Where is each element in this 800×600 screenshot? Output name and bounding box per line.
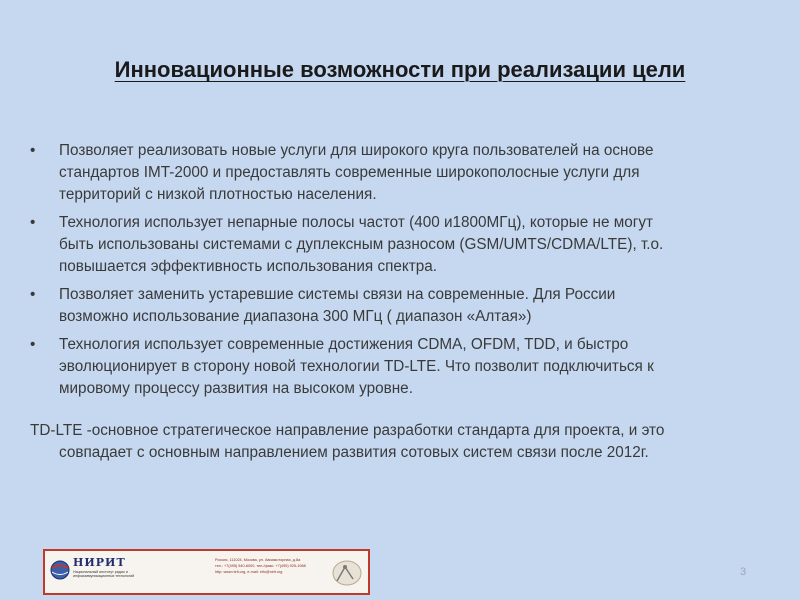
logo-wordmark: НИРИТ xyxy=(73,556,126,569)
summary-paragraph xyxy=(30,420,775,464)
bullet-line: стандартов IMT-2000 и предоставлять современные широкополосные услуги для xyxy=(59,164,640,181)
contact-line: тел.: +7(495) 540-6000, тел./факс: +7(495) 925-1988 xyxy=(215,564,306,568)
logo-subtitle: Национальный институт радио и инфокоммуникационных технологий xyxy=(73,570,135,579)
bullet-line: повышается эффективность использования спектра. xyxy=(59,258,438,275)
bullet-item xyxy=(30,284,775,328)
contact-line: Россия, 111024, Москва, ул. Авиамоторная, д.8а xyxy=(215,558,301,562)
bullet-line: Технология использует современные достижения CDMA, OFDM, TDD, и быстро xyxy=(59,336,629,353)
bullet-dot: • xyxy=(30,336,36,353)
footer-banner xyxy=(43,549,370,595)
contact-line: http: www.nirit.org, e-mail: info@nirit.org xyxy=(215,570,283,574)
bullet-dot: • xyxy=(30,286,36,303)
globe-icon xyxy=(49,559,71,581)
bullet-dot: • xyxy=(30,214,36,231)
bullet-dot: • xyxy=(30,142,36,159)
bullet-line: мировому процессу развития на высоком уровне. xyxy=(59,380,413,397)
bullet-line: эволюционирует в сторону новой технологии TD-LTE. Что позволит подключиться к xyxy=(59,358,654,375)
summary-line: TD-LTE -основное стратегическое направление разработки стандарта для проекта, и это xyxy=(30,422,665,439)
bullet-line: Позволяет реализовать новые услуги для широкого круга пользователей на основе xyxy=(59,142,654,159)
satellite-dish-icon xyxy=(325,553,365,593)
bullet-item xyxy=(30,334,775,400)
page-number: 3 xyxy=(740,566,747,578)
bullet-item xyxy=(30,212,775,278)
bullet-line: возможно использование диапазона 300 МГц ( диапазон «Алтая») xyxy=(59,308,532,325)
bullet-line: Технология использует непарные полосы частот (400 и1800МГц), которые не могут xyxy=(59,214,654,231)
nirit-logo xyxy=(49,555,164,589)
slide-title: Инновационные возможности при реализации цели xyxy=(114,57,686,82)
bullet-list xyxy=(30,140,775,406)
bullet-line: Позволяет заменить устаревшие системы связи на современные. Для России xyxy=(59,286,616,303)
bullet-item xyxy=(30,140,775,206)
summary-line: совпадает с основным направлением развития сотовых систем связи после 2012г. xyxy=(59,444,649,461)
bullet-line: быть использованы системами с дуплексным разносом (GSM/UMTS/CDMA/LTE), т.о. xyxy=(59,236,664,253)
bullet-line: территорий с низкой плотностью населения. xyxy=(59,186,377,203)
